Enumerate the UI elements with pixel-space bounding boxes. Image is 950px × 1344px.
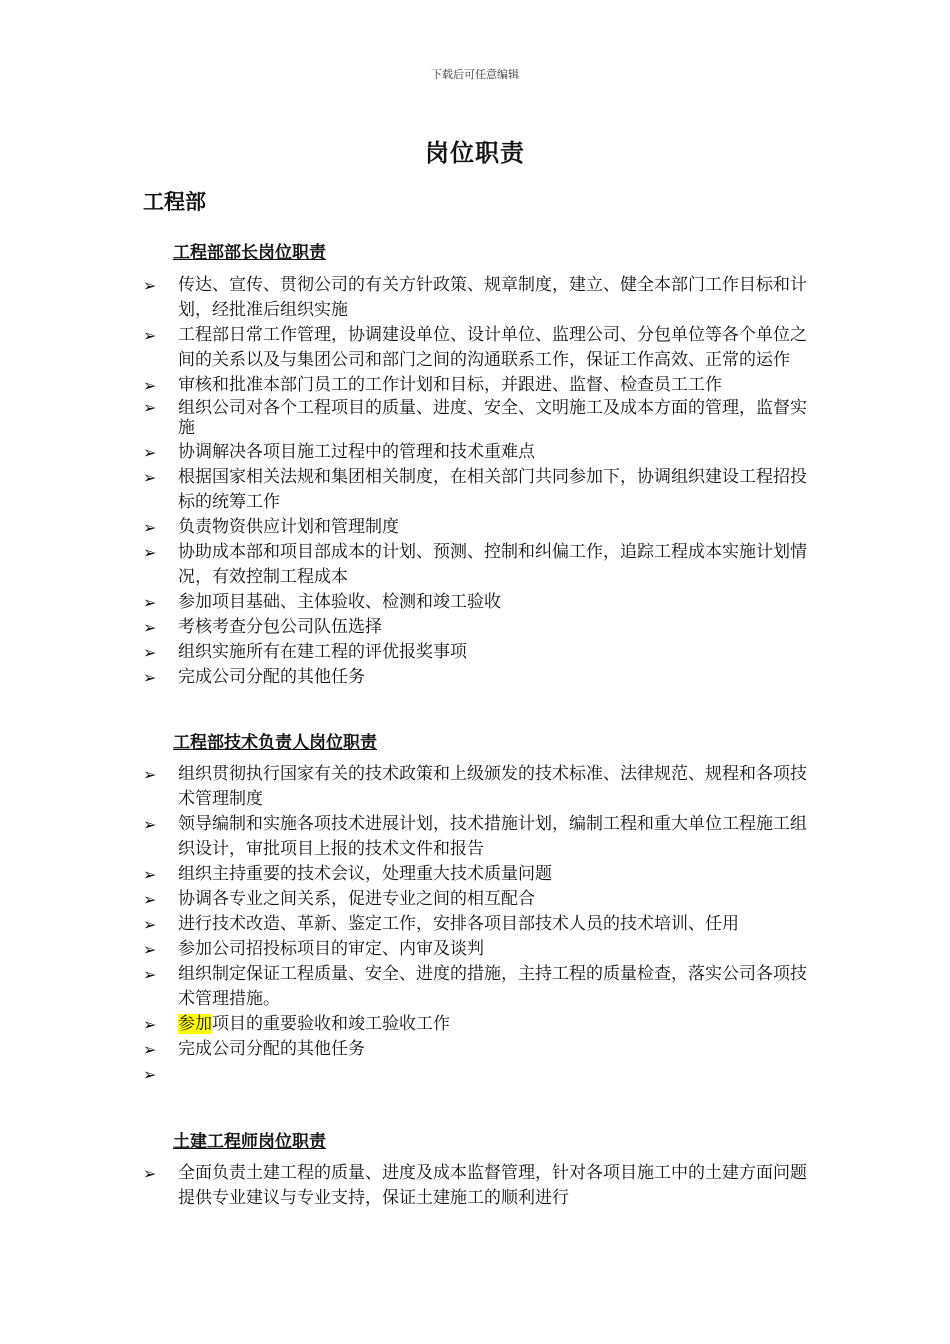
department-title: 工程部 <box>143 190 206 214</box>
section-list-tech-lead <box>143 762 823 1087</box>
highlighted-text: 参加 <box>178 1014 212 1034</box>
list-item: ➢ 进行技术改造、革新、鉴定工作，安排各项目部技术人员的技术培训、任用 <box>143 912 823 937</box>
list-item: ➢ 组织实施所有在建工程的评优报奖事项 <box>143 640 823 665</box>
list-item: ➢ 完成公司分配的其他任务 <box>143 1037 823 1062</box>
list-item: ➢ 审核和批准本部门员工的工作计划和目标，并跟进、监督、检查员工工作 <box>143 373 823 398</box>
arrow-bullet-icon: ➢ <box>143 1015 157 1034</box>
section-list-civil-engineer <box>143 1161 823 1211</box>
section-title-civil-engineer: 土建工程师岗位职责 <box>173 1132 326 1152</box>
arrow-bullet-icon: ➢ <box>143 965 157 984</box>
arrow-bullet-icon: ➢ <box>143 1065 157 1084</box>
arrow-bullet-icon: ➢ <box>143 1164 157 1183</box>
arrow-bullet-icon: ➢ <box>143 468 157 487</box>
list-item: ➢ 组织主持重要的技术会议，处理重大技术质量问题 <box>143 862 823 887</box>
arrow-bullet-icon: ➢ <box>143 765 157 784</box>
list-item: ➢ 传达、宣传、贯彻公司的有关方针政策、规章制度，建立、健全本部门工作目标和计划，经批准后组织实施 <box>143 275 807 320</box>
list-item: ➢ 参加公司招投标项目的审定、内审及谈判 <box>143 937 823 962</box>
section-title-tech-lead: 工程部技术负责人岗位职责 <box>173 733 377 753</box>
document-title: 岗位职责 <box>425 139 525 167</box>
arrow-bullet-icon: ➢ <box>143 543 157 562</box>
list-item <box>143 1062 823 1087</box>
arrow-bullet-icon: ➢ <box>143 1040 157 1059</box>
list-item: ➢ 完成公司分配的其他任务 <box>143 665 823 690</box>
arrow-bullet-icon: ➢ <box>143 326 157 345</box>
arrow-bullet-icon: ➢ <box>143 668 157 687</box>
section-title-director: 工程部部长岗位职责 <box>173 243 326 263</box>
arrow-bullet-icon: ➢ <box>143 915 157 934</box>
arrow-bullet-icon: ➢ <box>143 398 157 417</box>
arrow-bullet-icon: ➢ <box>143 890 157 909</box>
list-item: ➢ 组织制定保证工程质量、安全、进度的措施，主持工程的质量检查，落实公司各项技术管理措施。 <box>143 964 807 1009</box>
list-item: ➢ 协调各专业之间关系，促进专业之间的相互配合 <box>143 887 823 912</box>
list-item: ➢ 领导编制和实施各项技术进展计划，技术措施计划，编制工程和重大单位工程施工组织设计，审批项目上报的技术文件和报告 <box>143 814 807 859</box>
arrow-bullet-icon: ➢ <box>143 643 157 662</box>
arrow-bullet-icon: ➢ <box>143 618 157 637</box>
list-item: ➢ 考核考查分包公司队伍选择 <box>143 615 823 640</box>
list-item: ➢ 协调解决各项目施工过程中的管理和技术重难点 <box>143 440 823 465</box>
list-item: ➢ 负责物资供应计划和管理制度 <box>143 515 823 540</box>
arrow-bullet-icon: ➢ <box>143 376 157 395</box>
arrow-bullet-icon: ➢ <box>143 940 157 959</box>
arrow-bullet-icon: ➢ <box>143 443 157 462</box>
arrow-bullet-icon: ➢ <box>143 865 157 884</box>
list-item: ➢ 全面负责土建工程的质量、进度及成本监督管理，针对各项目施工中的土建方面问题提供专业建议与专业支持，保证土建施工的顺利进行 <box>143 1163 807 1208</box>
arrow-bullet-icon: ➢ <box>143 518 157 537</box>
list-item: ➢ 组织公司对各个工程项目的质量、进度、安全、文明施工及成本方面的管理，监督实施 <box>143 398 807 438</box>
list-item: ➢ 参加项目基础、主体验收、检测和竣工验收 <box>143 590 823 615</box>
section-list-director <box>143 273 823 690</box>
list-item: ➢ 协助成本部和项目部成本的计划、预测、控制和纠偏工作，追踪工程成本实施计划情况，有效控制工程成本 <box>143 542 807 587</box>
arrow-bullet-icon: ➢ <box>143 276 157 295</box>
list-item: ➢ 参加项目的重要验收和竣工验收工作 <box>143 1012 823 1037</box>
arrow-bullet-icon: ➢ <box>143 593 157 612</box>
arrow-bullet-icon: ➢ <box>143 815 157 834</box>
list-item: ➢ 工程部日常工作管理，协调建设单位、设计单位、监理公司、分包单位等各个单位之间的关系以及与集团公司和部门之间的沟通联系工作，保证工作高效、正常的运作 <box>143 325 807 370</box>
list-item: ➢ 组织贯彻执行国家有关的技术政策和上级颁发的技术标准、法律规范、规程和各项技术管理制度 <box>143 764 807 809</box>
page-header-note: 下载后可任意编辑 <box>431 68 519 81</box>
list-item: ➢ 根据国家相关法规和集团相关制度，在相关部门共同参加下，协调组织建设工程招投标的统筹工作 <box>143 467 807 512</box>
